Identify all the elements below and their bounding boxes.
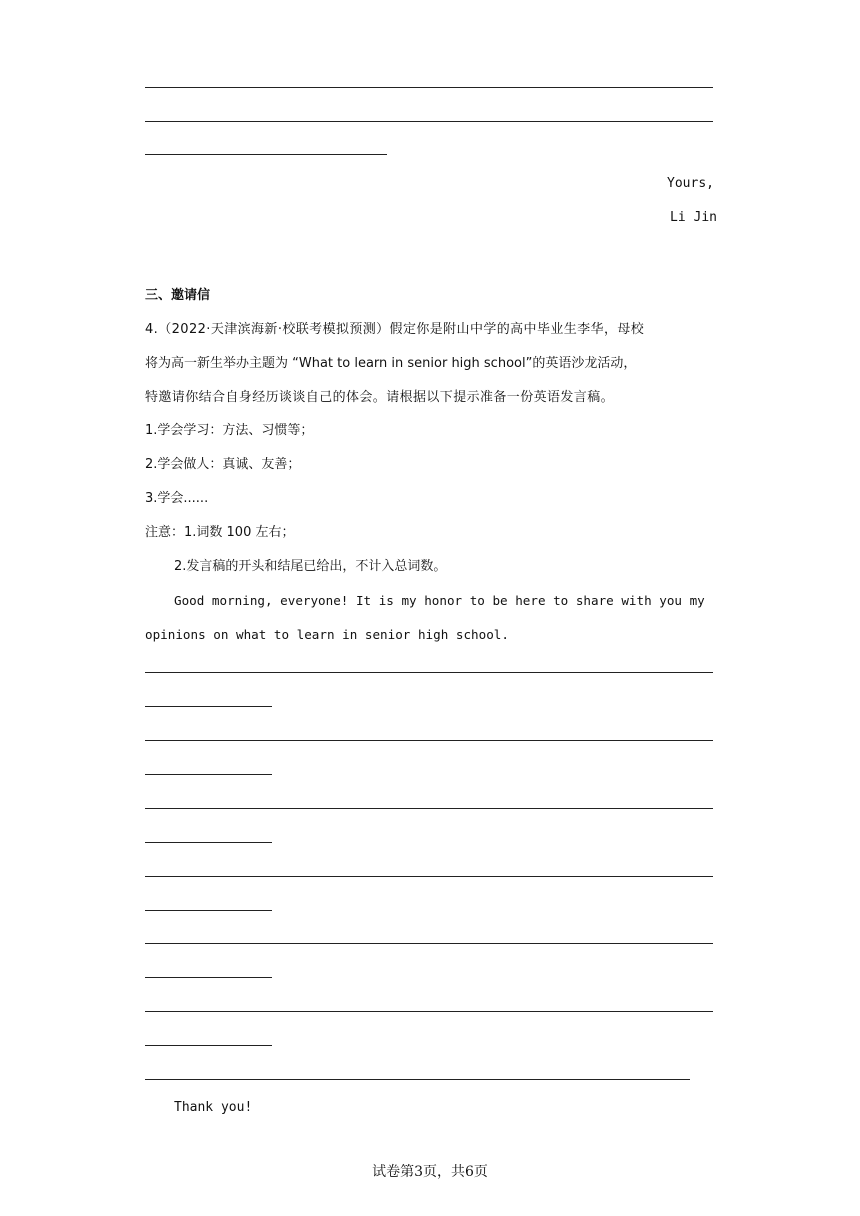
note-line: 2.发言稿的开头和结尾已给出，不计入总词数。 — [174, 559, 447, 574]
answer-line — [145, 977, 272, 978]
prompt-point: 3.学会...... — [145, 491, 209, 506]
question-text-line: 4.（2022·天津滨海新·校联考模拟预测）假定你是附山中学的高中毕业生李华，母校 — [145, 322, 645, 337]
answer-line — [145, 706, 272, 707]
letter-closing: Yours, — [667, 176, 714, 191]
question-text-line: 将为高一新生举办主题为 “What to learn in senior high school”的英语沙龙活动， — [145, 356, 637, 371]
speech-ending: Thank you! — [174, 1100, 253, 1115]
answer-line — [145, 774, 272, 775]
page-footer: 试卷第3页，共6页 — [372, 1164, 488, 1180]
answer-line — [145, 876, 713, 877]
answer-line — [145, 740, 713, 741]
question-text-line: 特邀请你结合自身经历谈谈自己的体会。请根据以下提示准备一份英语发言稿。 — [145, 390, 615, 405]
answer-line — [145, 121, 713, 122]
section-heading: 三、邀请信 — [145, 288, 211, 303]
answer-line — [145, 672, 713, 673]
prompt-point: 1.学会学习：方法、习惯等； — [145, 423, 314, 438]
answer-line — [145, 154, 387, 155]
answer-line — [145, 87, 713, 88]
answer-line — [145, 842, 272, 843]
answer-line — [145, 910, 272, 911]
answer-line — [145, 1079, 690, 1080]
letter-signature: Li Jin — [670, 210, 717, 225]
speech-opening: opinions on what to learn in senior high school. — [145, 627, 509, 642]
answer-line — [145, 1045, 272, 1046]
prompt-point: 2.学会做人：真诚、友善； — [145, 457, 301, 472]
answer-line — [145, 808, 713, 809]
note-line: 注意：1.词数 100 左右； — [145, 525, 295, 540]
answer-line — [145, 943, 713, 944]
speech-opening: Good morning, everyone! It is my honor to be here to share with you my — [174, 593, 705, 608]
answer-line — [145, 1011, 713, 1012]
